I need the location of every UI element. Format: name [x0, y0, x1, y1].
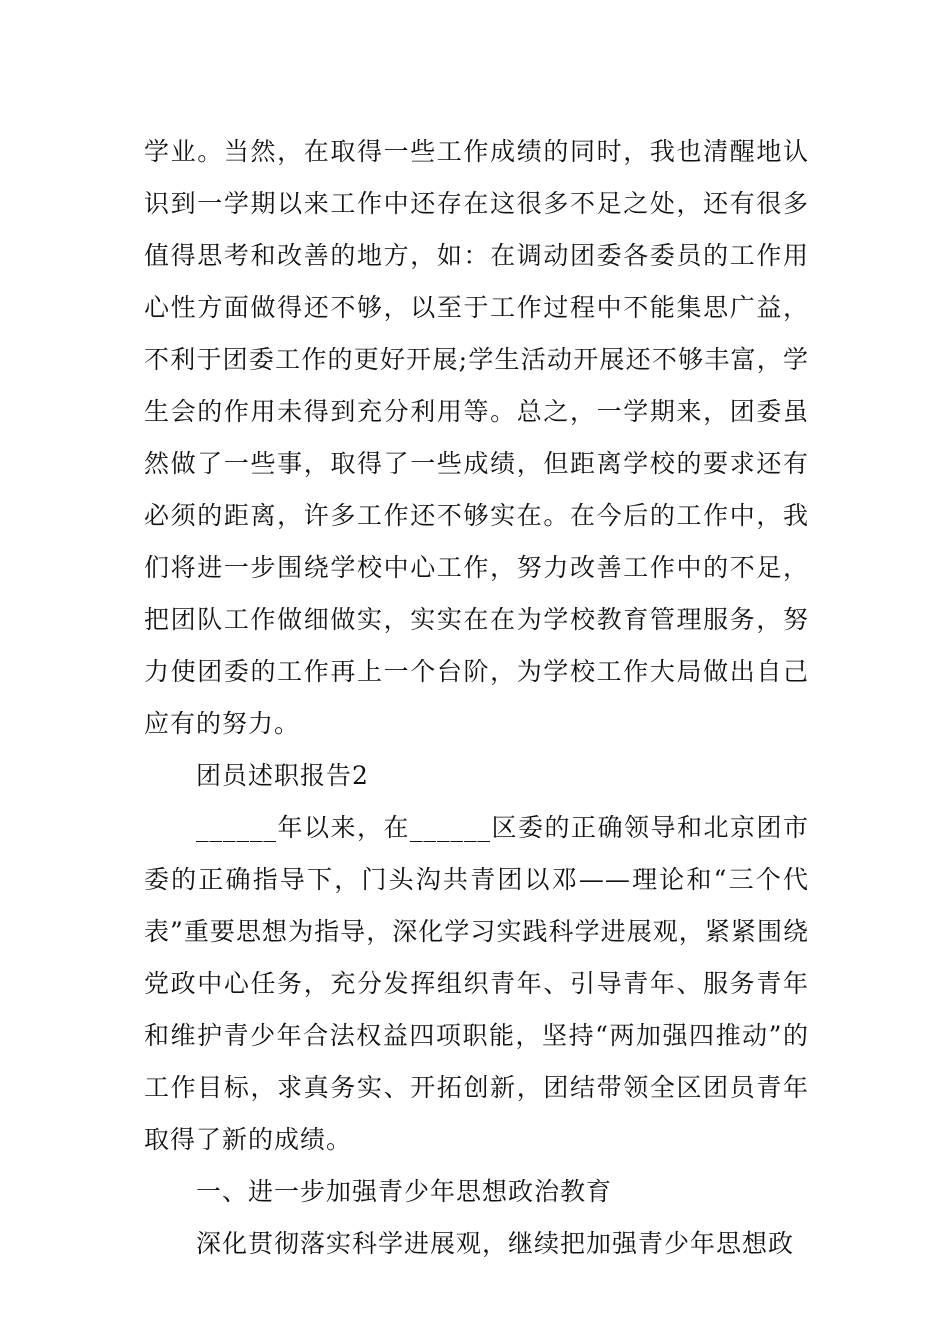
- paragraph-intro: ______年以来，在______区委的正确领导和北京团市委的正确指导下，门头沟共青团以邓——理论和“三个代表”重要思想为指导，深化学习实践科学进展观，紧紧围绕党政中心任务，充分发挥组织青年、引导青年、服务青年和维护青少年合法权益四项职能，坚持“两加强四推动”的工作目标，求真务实、开拓创新，团结带领全区团员青年取得了新的成绩。: [144, 813, 809, 1154]
- section-heading: 一、进一步加强青少年思想政治教育: [196, 1177, 613, 1206]
- paragraph-section-body: 深化贯彻落实科学进展观，继续把加强青少年思想政: [196, 1229, 795, 1258]
- paragraph-continuation: 学业。当然，在取得一些工作成绩的同时，我也清醒地认识到一学期以来工作中还存在这很多不足之处，还有很多值得思考和改善的地方，如：在调动团委各委员的工作用心性方面做得还不够，以至于工作过程中不能集思广益，不利于团委工作的更好开展;学生活动开展还不够丰富，学生会的作用未得到充分利用等。总之，一学期来，团委虽然做了一些事，取得了一些成绩，但距离学校的要求还有必须的距离，许多工作还不够实在。在今后的工作中，我们将进一步围绕学校中心工作，努力改善工作中的不足，把团队工作做细做实，实实在在为学校教育管理服务，努力使团委的工作再上一个台阶，为学校工作大局做出自己应有的努力。: [144, 137, 809, 738]
- section-title: 团员述职报告2: [196, 761, 369, 790]
- document-body: [144, 126, 809, 1270]
